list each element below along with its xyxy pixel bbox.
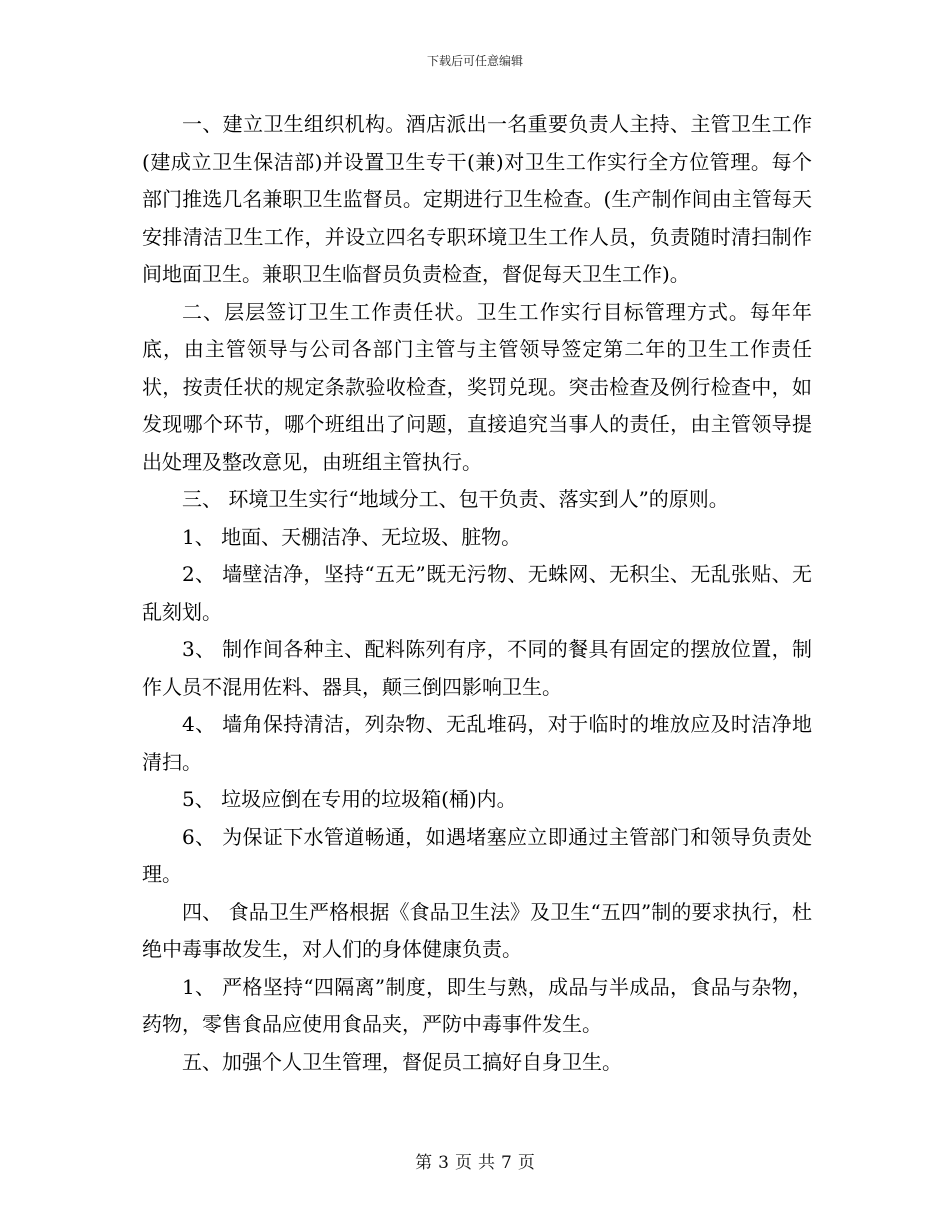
- list-item-3-4: 4、 墙角保持清洁，列杂物、无乱堆码，对于临时的堆放应及时洁净地清扫。: [142, 712, 812, 774]
- list-item-3-5: 5、 垃圾应倒在专用的垃圾箱(桶)内。: [182, 787, 517, 811]
- paragraph-section-4: 四、 食品卫生严格根据《食品卫生法》及卫生“五四”制的要求执行，杜绝中毒事故发生，对人们的身体健康负责。: [142, 899, 812, 961]
- paragraph-section-3: 三、 环境卫生实行“地域分工、包干负责、落实到人”的原则。: [182, 487, 729, 511]
- footer-total-word: 共: [478, 1153, 495, 1173]
- list-item-4-1: 1、 严格坚持“四隔离”制度，即生与熟，成品与半成品，食品与杂物，药物，零售食品应使用食品夹，严防中毒事件发生。: [142, 974, 812, 1036]
- page-header: 下载后可任意编辑: [426, 54, 523, 68]
- document-body: [142, 106, 812, 1081]
- current-page-number: 3: [438, 1153, 449, 1173]
- list-item-3-3: 3、 制作间各种主、配料陈列有序，不同的餐具有固定的摆放位置，制作人员不混用佐料、器具，颠三倒四影响卫生。: [142, 637, 812, 699]
- paragraph-section-1: 一、建立卫生组织机构。酒店派出一名重要负责人主持、主管卫生工作(建成立卫生保洁部)并设置卫生专干(兼)对卫生工作实行全方位管理。每个部门推选几名兼职卫生监督员。定期进行卫生检查。(生产制作间由主管每天安排清洁卫生工作，并设立四名专职环境卫生工作人员，负责随时清扫制作间地面卫生。兼职卫生临督员负责检查，督促每天卫生工作)。: [142, 112, 812, 286]
- list-item-3-1: 1、 地面、天棚洁净、无垃圾、脏物。: [182, 524, 522, 549]
- footer-page-word: 页: [455, 1153, 472, 1173]
- list-item-3-2: 2、 墙壁洁净，坚持“五无”既无污物、无蛛网、无积尘、无乱张贴、无乱刻划。: [142, 562, 812, 624]
- paragraph-section-5: 五、加强个人卫生管理，督促员工搞好自身卫生。: [182, 1049, 622, 1074]
- total-page-count: 7: [501, 1153, 512, 1173]
- footer-suffix: 页: [517, 1153, 535, 1173]
- page-footer: [0, 1152, 950, 1174]
- footer-prefix: 第: [415, 1153, 433, 1173]
- paragraph-section-2: 二、层层签订卫生工作责任状。卫生工作实行目标管理方式。每年年底，由主管领导与公司各部门主管与主管领导签定第二年的卫生工作责任状，按责任状的规定条款验收检查，奖罚兑现。突击检查及例行检查中，如发现哪个环节，哪个班组出了问题，直接追究当事人的责任，由主管领导提出处理及整改意见，由班组主管执行。: [142, 299, 812, 474]
- list-item-3-6: 6、 为保证下水管道畅通，如遇堵塞应立即通过主管部门和领导负责处理。: [142, 824, 812, 886]
